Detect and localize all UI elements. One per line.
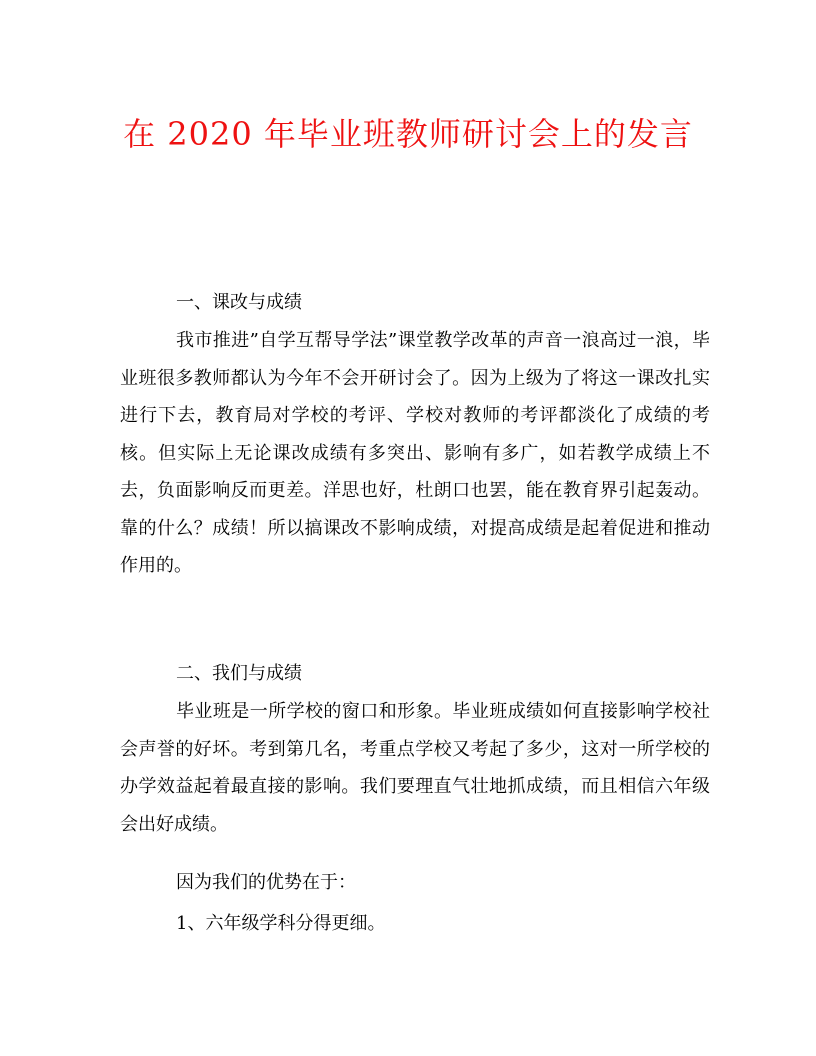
section-heading-1: 一、课改与成绩	[176, 292, 302, 313]
advantage-point-1: 1、六年级学科分得更细。	[176, 913, 386, 934]
advantage-intro-line: 因为我们的优势在于：	[176, 872, 356, 893]
section-paragraph-1: 我市推进”自学互帮导学法”课堂教学改革的声音一浪高过一浪，毕业班很多教师都认为今年不会开研讨会了。因为上级为了将这一课改扎实进行下去，教育局对学校的考评、学校对教师的考评都淡化了成绩的考核。但实际上无论课改成绩有多突出、影响有多广，如若教学成绩上不去，负面影响反而更差。洋思也好，杜朗口也罢，能在教育界引起轰动。靠的什么？成绩！所以搞课改不影响成绩，对提高成绩是起着促进和推动作用的。	[120, 330, 710, 576]
document-title: 在 2020 年毕业班教师研讨会上的发言	[123, 115, 693, 153]
section-paragraph-2: 毕业班是一所学校的窗口和形象。毕业班成绩如何直接影响学校社会声誉的好坏。考到第几名，考重点学校又考起了多少，这对一所学校的办学效益起着最直接的影响。我们要理直气壮地抓成绩，而且相信六年级会出好成绩。	[120, 701, 710, 835]
section-heading-2: 二、我们与成绩	[176, 663, 302, 684]
